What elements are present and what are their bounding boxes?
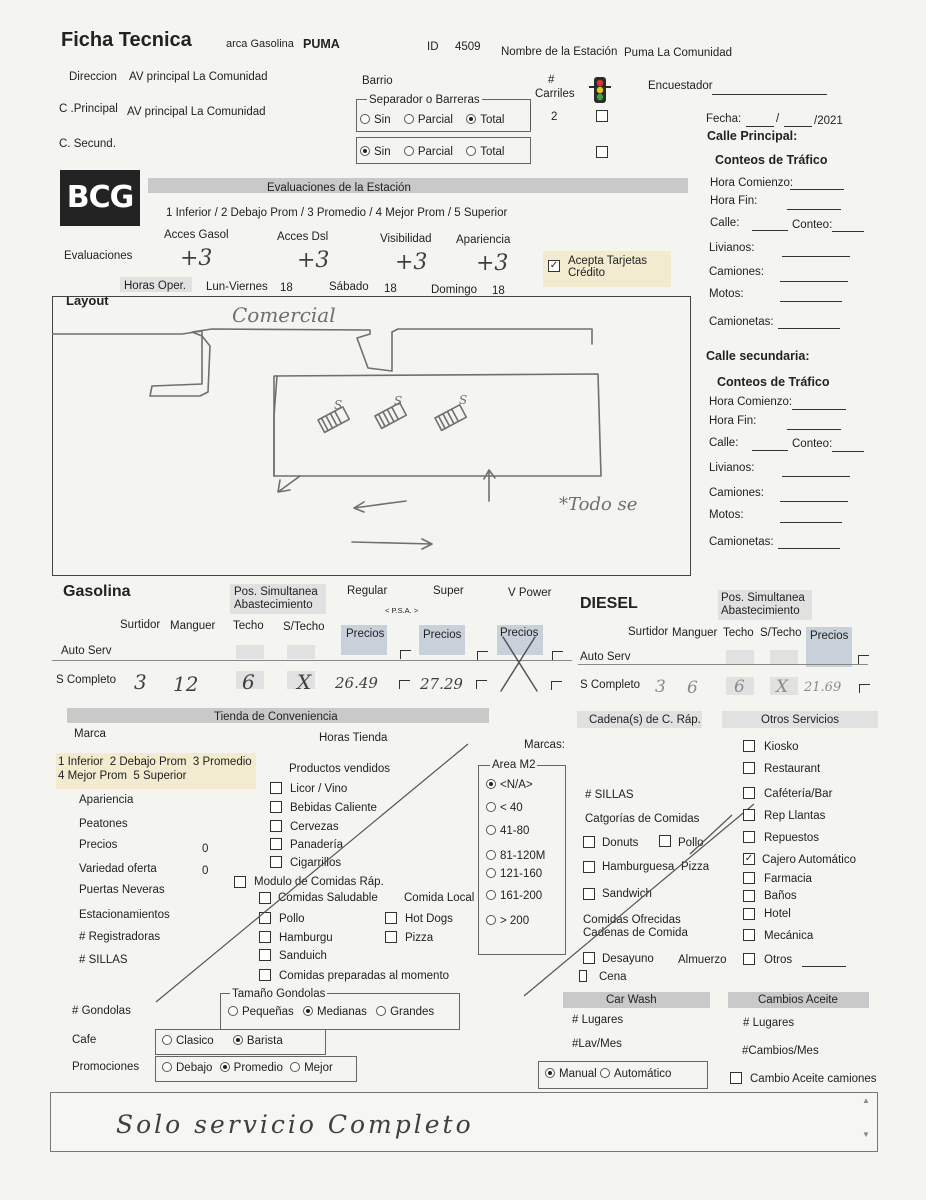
pump-label-2: S — [394, 394, 403, 408]
comments-scroll-up-icon[interactable]: ▲ — [862, 1096, 870, 1105]
diesel-header-manguer: Manguer — [672, 627, 718, 639]
p-camiones-line[interactable] — [780, 281, 848, 282]
s-hora-comienzo-line[interactable] — [792, 409, 846, 410]
otros-cajero: Cajero Automático — [762, 854, 856, 866]
carriles-divider — [530, 104, 531, 130]
otros-strike-line — [686, 812, 736, 857]
comida-hamburgu: Hamburgu — [279, 932, 333, 944]
cat-donuts: Donuts — [602, 837, 639, 849]
carriles-hash: # — [548, 74, 555, 86]
tamano-options: Pequeñas Medianas Grandes — [228, 1006, 434, 1019]
calle-secundaria-title: Calle secundaria: — [706, 349, 810, 363]
gas-regular-label: Regular — [347, 585, 388, 597]
otros-repuestos: Repuestos — [764, 832, 819, 844]
cadena-sillas: # SILLAS — [585, 789, 634, 801]
area-na-radio[interactable] — [486, 779, 496, 789]
eval-value-visibilidad: +3 — [395, 250, 428, 275]
gas-sc-price-regular: 26.49 — [335, 674, 378, 692]
area-200: > 200 — [486, 915, 529, 928]
marca-label: arca Gasolina — [226, 38, 294, 50]
s-conteo: Conteo: — [792, 438, 833, 450]
tarjetas-checkbox[interactable]: ✓ — [549, 260, 559, 271]
aceite-camiones-checkbox[interactable] — [730, 1072, 742, 1084]
promo-debajo-radio[interactable] — [162, 1062, 172, 1072]
p-camiones: Camiones: — [709, 266, 764, 278]
horas-dom-value: 18 — [492, 285, 505, 297]
otros-rep-llantas: Rep Llantas — [764, 810, 826, 822]
tarjetas-label: Acepta Tarjetas Crédito — [568, 255, 648, 279]
carwash-lugares: # Lugares — [572, 1014, 624, 1026]
diesel-sc-price: 21.69 — [804, 680, 842, 695]
p-hora-comienzo-line[interactable] — [790, 189, 844, 190]
tienda-row-peatones: Peatones — [79, 818, 128, 830]
cafe-options: Clasico Barista — [162, 1035, 283, 1048]
gas-sc-super-mark[interactable] — [476, 680, 487, 689]
otros-banos: Baños — [764, 890, 797, 902]
comida-hotdogs: Hot Dogs — [405, 913, 453, 925]
tienda-marca: Marca — [74, 728, 106, 740]
evaluaciones-bar-label: Evaluaciones de la Estación — [267, 182, 411, 194]
fecha-label: Fecha: — [706, 113, 742, 125]
s-livianos-line[interactable] — [782, 476, 850, 477]
station-value: Puma La Comunidad — [624, 47, 733, 59]
radio-sin-2[interactable] — [360, 146, 370, 156]
layout-comercial-text: Comercial — [232, 303, 336, 327]
gas-auto-serv: Auto Serv — [61, 645, 112, 657]
gas-precios-regular: Precios — [346, 628, 385, 640]
separador-label: Separador o Barreras — [369, 94, 480, 106]
s-motos: Motos: — [709, 509, 744, 521]
tamano-grandes-radio[interactable] — [376, 1006, 386, 1016]
gas-as-super-mark[interactable] — [477, 651, 488, 660]
gas-sc-regular-mark[interactable] — [399, 680, 410, 689]
tienda-row-variedad: Variedad oferta — [79, 863, 157, 875]
calle-principal-title: Calle Principal: — [707, 129, 798, 143]
promo-mejor-radio[interactable] — [290, 1062, 300, 1072]
otros-restaurant-checkbox[interactable] — [743, 762, 755, 774]
prod-panaderia: Panadería — [290, 839, 344, 851]
cafe-barista-radio[interactable] — [233, 1035, 243, 1045]
fecha-day-line[interactable] — [746, 126, 774, 127]
direccion-value: AV principal La Comunidad — [129, 71, 268, 83]
area-81-120: 81-120M — [486, 850, 545, 863]
traffic-light-icon — [588, 76, 612, 108]
carriles-label: Carriles — [535, 88, 575, 100]
otros-banos-checkbox[interactable] — [743, 890, 755, 902]
p-conteo: Conteo: — [792, 219, 833, 231]
diesel-precios: Precios — [810, 630, 849, 642]
encuestador-label: Encuestador — [648, 80, 713, 92]
area-200-radio[interactable] — [486, 915, 496, 925]
meal-desayuno: Desayuno — [602, 953, 654, 965]
gas-sc-stecho: X — [297, 670, 312, 694]
horas-lv-label: Lun-Viernes — [206, 281, 268, 293]
otros-restaurant: Restaurant — [764, 763, 821, 775]
eval-col-dsl: Acces Dsl — [277, 231, 329, 243]
tienda-scale: 1 Inferior 2 Debajo Prom 3 Promedio 4 Mejor Prom 5 Superior — [58, 756, 252, 782]
cat-pollo: Pollo — [678, 837, 704, 849]
carwash-lav: #Lav/Mes — [572, 1038, 622, 1050]
tienda-horas: Horas Tienda — [319, 732, 388, 744]
tienda-marcas: Marcas: — [524, 739, 565, 751]
gas-auto-serv-line — [52, 660, 572, 661]
cadena-ofrecidas: Comidas Ofrecidas Cadenas de Comida — [583, 914, 688, 940]
prod-bebidas: Bebidas Caliente — [290, 802, 377, 814]
cadena-categorias: Catgorías de Comidas — [585, 813, 700, 825]
otros-kiosko: Kiosko — [764, 741, 799, 753]
otros-hotel-checkbox[interactable] — [743, 908, 755, 920]
cafe-clasico-radio[interactable] — [162, 1035, 172, 1045]
tienda-row-estacionamientos: Estacionamientos — [79, 909, 170, 921]
meal-cena: Cena — [599, 971, 627, 983]
diesel-auto-serv: Auto Serv — [580, 651, 631, 663]
carwash-options: Manual Automático — [545, 1068, 671, 1081]
vpower-crossed-out-mark — [495, 625, 545, 695]
gondolas-label: # Gondolas — [72, 1005, 131, 1017]
s-hora-fin: Hora Fin: — [709, 415, 757, 427]
separador-options-1: Sin Parcial Total — [360, 114, 504, 127]
gas-sc-manguer: 12 — [173, 672, 199, 696]
barrio-label: Barrio — [362, 75, 393, 87]
layout-sketch — [52, 293, 692, 576]
eval-value-apariencia: +3 — [476, 251, 509, 276]
tienda-precios-value: 0 — [202, 843, 209, 855]
otros-cafeteria-checkbox[interactable] — [743, 787, 755, 799]
otros-rep-llantas-checkbox[interactable] — [743, 809, 755, 821]
carriles-checkbox-2[interactable] — [596, 146, 608, 158]
p-camionetas-line[interactable] — [778, 328, 840, 329]
gas-sc-techo: 6 — [242, 670, 255, 694]
diesel-header-surtidor: Surtidor — [628, 626, 669, 638]
id-value: 4509 — [455, 41, 481, 53]
p-hora-fin-line[interactable] — [787, 209, 841, 210]
s-motos-line[interactable] — [780, 522, 842, 523]
otros-cajero-checkbox[interactable]: ✓ — [744, 853, 754, 864]
p-conteo-line[interactable] — [832, 231, 864, 232]
id-label: ID — [427, 41, 439, 53]
gas-as-vpower-mark[interactable] — [552, 651, 563, 660]
area-41-80-radio[interactable] — [486, 825, 496, 835]
comida-preparadas: Comidas preparadas al momento — [279, 970, 450, 982]
area-40: < 40 — [486, 802, 523, 815]
productos-label: Productos vendidos — [289, 763, 391, 775]
otros-mecanica: Mecánica — [764, 930, 814, 942]
modulo-label: Modulo de Comidas Ráp. — [254, 876, 384, 888]
s-camiones: Camiones: — [709, 487, 764, 499]
p-hora-comienzo: Hora Comienzo: — [710, 177, 794, 189]
horas-sab-value: 18 — [384, 283, 397, 295]
tienda-bar-label: Tienda de Conveniencia — [214, 711, 338, 723]
promociones-options: Debajo Promedio Mejor — [162, 1062, 333, 1075]
diesel-auto-serv-line — [578, 664, 868, 665]
radio-parcial-2[interactable] — [404, 146, 414, 156]
csecund-label: C. Secund. — [59, 138, 116, 150]
otros-farmacia-checkbox[interactable] — [743, 872, 755, 884]
gas-as-stecho-cell[interactable] — [287, 645, 315, 659]
radio-parcial-1[interactable] — [404, 114, 414, 124]
diesel-sc-techo: 6 — [734, 677, 745, 697]
tamano-pequenas-radio[interactable] — [228, 1006, 238, 1016]
conteos-principal-title: Conteos de Tráfico — [715, 153, 828, 167]
gas-psa-label: < P.S.A. > — [385, 606, 419, 615]
carriles-value: 2 — [551, 111, 558, 123]
p-camionetas: Camionetas: — [709, 316, 774, 328]
tienda-variedad-value: 0 — [202, 865, 209, 877]
promociones-label: Promociones — [72, 1061, 140, 1073]
gas-as-techo-cell[interactable] — [236, 645, 264, 659]
gas-header-stecho: S/Techo — [283, 621, 325, 633]
separador-options-2: Sin Parcial Total — [360, 146, 504, 159]
gas-s-completo: S Completo — [56, 674, 117, 686]
otros-hotel: Hotel — [764, 908, 791, 920]
s-conteo-line[interactable] — [832, 451, 864, 452]
evaluaciones-bar — [148, 178, 688, 193]
diesel-possim-label: Pos. Simultanea Abastecimiento — [721, 592, 805, 617]
diesel-header-techo: Techo — [723, 627, 754, 639]
p-motos-line[interactable] — [780, 301, 842, 302]
otros-otros: Otros — [764, 954, 793, 966]
area-label: Area M2 — [492, 759, 536, 771]
area-41-80: 41-80 — [486, 825, 529, 838]
cprincipal-label: C .Principal — [59, 103, 118, 115]
evaluaciones-row-label: Evaluaciones — [64, 250, 133, 262]
aceite-camiones: Cambio Aceite camiones — [750, 1073, 877, 1085]
eval-col-gasol: Acces Gasol — [164, 229, 229, 241]
prod-licor: Licor / Vino — [290, 783, 348, 795]
marca-value: PUMA — [303, 37, 340, 51]
cprincipal-value: AV principal La Comunidad — [127, 106, 266, 118]
comments-text: Solo servicio Completo — [116, 1110, 474, 1139]
carriles-checkbox-1[interactable] — [596, 110, 608, 122]
p-livianos-line[interactable] — [782, 256, 850, 257]
form-title: Ficha Tecnica — [61, 29, 192, 51]
gas-header-manguer: Manguer — [170, 620, 216, 632]
gas-sc-vpower-mark[interactable] — [551, 681, 562, 690]
s-camiones-line[interactable] — [780, 501, 848, 502]
diesel-s-completo: S Completo — [580, 679, 641, 691]
gas-header-surtidor: Surtidor — [120, 619, 161, 631]
direccion-label: Direccion — [69, 71, 117, 83]
fecha-month-line[interactable] — [784, 126, 812, 127]
carwash-manual-radio[interactable] — [545, 1068, 555, 1078]
carwash-bar-label: Car Wash — [606, 994, 657, 1006]
aceite-lugares: # Lugares — [743, 1017, 795, 1029]
s-calle-line[interactable] — [752, 450, 788, 451]
conteos-secundaria-title: Conteos de Tráfico — [717, 375, 830, 389]
diesel-header-stecho: S/Techo — [760, 627, 802, 639]
comida-local-label: Comida Local — [404, 892, 475, 904]
diesel-as-techo-cell[interactable] — [726, 650, 754, 664]
tienda-strike-line — [150, 740, 480, 1010]
area-na: <N/A> — [486, 779, 533, 792]
cat-hamburguesa: Hamburguesa — [602, 861, 675, 873]
pump-label-1: S — [334, 398, 343, 412]
diesel-title: DIESEL — [580, 595, 638, 612]
diesel-sc-stecho: X — [776, 677, 789, 697]
p-livianos: Livianos: — [709, 242, 755, 254]
diesel-sc-mark[interactable] — [859, 684, 870, 693]
s-calle: Calle: — [709, 437, 739, 449]
comments-scroll-down-icon[interactable]: ▼ — [862, 1130, 870, 1139]
tamano-medianas-radio[interactable] — [303, 1006, 313, 1016]
horas-label: Horas Oper. — [124, 280, 186, 292]
tienda-row-apariencia: Apariencia — [79, 794, 134, 806]
aceite-bar-label: Cambios Aceite — [758, 994, 838, 1006]
gas-vpower-label: V Power — [508, 587, 552, 599]
radio-total-2[interactable] — [466, 146, 476, 156]
cat-pizza: Pizza — [681, 861, 710, 873]
s-hora-comienzo: Hora Comienzo: — [709, 396, 793, 408]
p-calle: Calle: — [710, 217, 740, 229]
comida-saludable: Comidas Saludable — [278, 892, 378, 904]
diesel-as-mark[interactable] — [858, 655, 869, 664]
aceite-cambios: #Cambios/Mes — [742, 1045, 819, 1057]
diesel-as-stecho-cell[interactable] — [770, 650, 798, 664]
s-livianos: Livianos: — [709, 462, 755, 474]
promo-promedio-radio[interactable] — [220, 1062, 230, 1072]
gas-sc-price-super: 27.29 — [420, 675, 463, 693]
horas-dom-label: Domingo — [431, 284, 478, 296]
diesel-sc-surtidor: 3 — [655, 677, 666, 697]
gas-sc-surtidor: 3 — [134, 670, 147, 694]
area-161-200: 161-200 — [486, 890, 542, 903]
comida-pollo: Pollo — [279, 913, 305, 925]
radio-total-1[interactable] — [466, 114, 476, 124]
area-40-radio[interactable] — [486, 802, 496, 812]
gas-as-regular-mark[interactable] — [400, 650, 411, 659]
layout-note-text: *Todo se — [559, 494, 638, 515]
prod-cervezas: Cervezas — [290, 821, 339, 833]
evaluaciones-scale: 1 Inferior / 2 Debajo Prom / 3 Promedio / 4 Mejor Prom / 5 Superior — [166, 207, 508, 219]
cat-sandwich: Sandwich — [602, 888, 652, 900]
diesel-sc-manguer: 6 — [687, 678, 698, 698]
tienda-row-puertas: Puertas Neveras — [79, 884, 165, 896]
carwash-automatico-radio[interactable] — [600, 1068, 610, 1078]
otros-otros-checkbox[interactable] — [743, 953, 755, 965]
eval-col-apariencia: Apariencia — [456, 234, 511, 246]
s-hora-fin-line[interactable] — [787, 429, 841, 430]
eval-value-dsl: +3 — [297, 248, 330, 273]
area-161-200-radio[interactable] — [486, 890, 496, 900]
pump-label-3: S — [459, 393, 468, 407]
otros-bar-label: Otros Servicios — [761, 714, 839, 726]
horas-lv-value: 18 — [280, 282, 293, 294]
tienda-row-precios: Precios — [79, 839, 118, 851]
area-121-160-radio[interactable] — [486, 868, 496, 878]
encuestador-line[interactable] — [712, 94, 827, 95]
p-calle-line[interactable] — [752, 230, 788, 231]
cafe-label: Cafe — [72, 1034, 97, 1046]
prod-cigarrillos: Cigarrillos — [290, 857, 342, 869]
s-camionetas-line[interactable] — [778, 548, 840, 549]
s-camionetas: Camionetas: — [709, 536, 774, 548]
otros-kiosko-checkbox[interactable] — [743, 740, 755, 752]
tamano-label: Tamaño Gondolas — [232, 988, 326, 1000]
gas-super-label: Super — [433, 585, 464, 597]
gasolina-title: Gasolina — [63, 583, 131, 600]
gas-possim-label: Pos. Simultanea Abastecimiento — [234, 586, 318, 611]
gas-precios-super: Precios — [423, 629, 462, 641]
otros-otros-line[interactable] — [802, 966, 846, 967]
bcg-logo: BCG — [60, 170, 140, 226]
area-121-160: 121-160 — [486, 868, 542, 881]
fecha-year: /2021 — [814, 115, 843, 127]
comida-sanduich: Sanduich — [279, 950, 327, 962]
layout-title: Layout — [66, 293, 109, 308]
radio-sin-1[interactable] — [360, 114, 370, 124]
fecha-slash: / — [776, 113, 780, 125]
eval-col-visibilidad: Visibilidad — [380, 233, 432, 245]
area-81-120-radio[interactable] — [486, 850, 496, 860]
otros-repuestos-checkbox[interactable] — [743, 831, 755, 843]
p-motos: Motos: — [709, 288, 744, 300]
otros-farmacia: Farmacia — [764, 873, 812, 885]
station-label: Nombre de la Estación — [501, 46, 618, 58]
otros-cafeteria: Cafétería/Bar — [764, 788, 833, 800]
gas-header-techo: Techo — [233, 620, 264, 632]
horas-sab-label: Sábado — [329, 281, 369, 293]
meal-almuerzo: Almuerzo — [678, 954, 727, 966]
tienda-row-registradoras: # Registradoras — [79, 931, 161, 943]
cadena-bar-label: Cadena(s) de C. Ráp. — [589, 714, 701, 726]
otros-mecanica-checkbox[interactable] — [743, 929, 755, 941]
gas-precios-vpower: Precios — [500, 627, 539, 639]
tienda-row-sillas: # SILLAS — [79, 954, 128, 966]
eval-value-gasol: +3 — [180, 246, 213, 271]
p-hora-fin: Hora Fin: — [710, 195, 758, 207]
comida-pizza: Pizza — [405, 932, 434, 944]
